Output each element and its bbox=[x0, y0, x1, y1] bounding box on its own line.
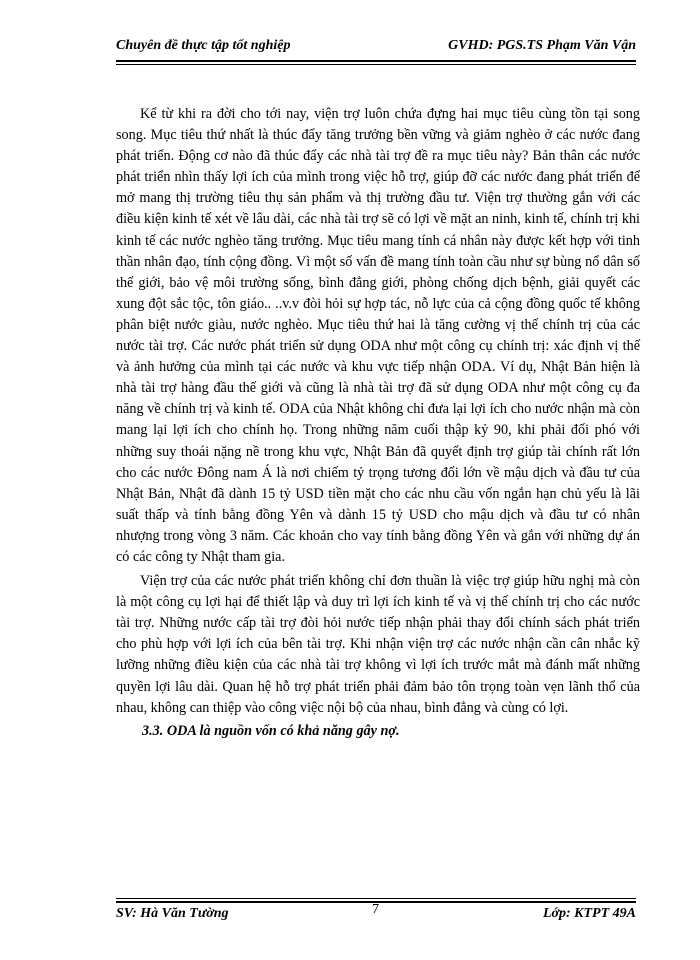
page-footer bbox=[116, 902, 636, 928]
footer-rule-thin bbox=[116, 898, 636, 899]
page-header bbox=[116, 38, 636, 60]
paragraph: Kể từ khi ra đời cho tới nay, viện trợ luôn chứa đựng hai mục tiêu cùng tồn tại song song. Mục tiêu thứ nhất là thúc đẩy tăng trưởng bền vững và giảm nghèo ở các nước đang phát triển. Động cơ nào đã thúc đẩy các nhà tài trợ đề ra mục tiêu này? Bản thân các nước phát triển nhìn thấy lợi ích của mình trong việc hỗ trợ, giúp đỡ các nước đang phát triển để mở mang thị trường tiêu thụ sản phẩm và thị trường đầu tư. Viện trợ thường gắn với các điều kiện kinh tế xét về lâu dài, các nhà tài trợ sẽ có lợi về mặt an ninh, kinh tế, chính trị khi kinh tế các nước nghèo tăng trưởng. Mục tiêu mang tính cá nhân này được kết hợp với tinh thần nhân đạo, tính cộng đồng. Vì một số vấn đề mang tính toàn cầu như sự bùng nổ dân số thế giới, bảo vệ môi trường sống, bình đẳng giới, phòng chống dịch bệnh, giải quyết các xung đột sắc tộc, tôn giáo.. ..v.v đòi hỏi sự hợp tác, nỗ lực của cả cộng đồng quốc tế không phân biệt nước giàu, nước nghèo. Mục tiêu thứ hai là tăng cường vị thế chính trị của các nước tài trợ. Các nước phát triển sử dụng ODA như một công cụ chính trị: xác định vị thế và ảnh hưởng của mình tại các nước và khu vực tiếp nhận ODA. Ví dụ, Nhật Bản hiện là nhà tài trợ hàng đầu thế giới và cũng là nhà tài trợ đã sử dụng ODA như một công cụ đa năng về chính trị và kinh tế. ODA của Nhật không chỉ đưa lại lợi ích cho nước nhận mà còn mang lại lợi ích cho chính họ. Trong những năm cuối thập kỷ 90, khi phải đối phó với những suy thoái nặng nề trong khu vực, Nhật Bản đã quyết định trợ giúp tài chính rất lớn cho các nước Đông nam Á là nơi chiếm tỷ trọng tương đối lớn về mậu dịch và đầu tư của Nhật Bản, Nhật đã dành 15 tỷ USD tiền mặt cho các nhu cầu vốn ngắn hạn chủ yếu là lãi suất thấp và tính bằng đồng Yên và dành 15 tỷ USD cho mậu dịch và đầu tư có nhân nhượng trong vòng 3 năm. Các khoản cho vay tính bằng đồng Yên và gắn với những dự án có các công ty Nhật tham gia. bbox=[116, 106, 640, 565]
section-heading: 3.3. ODA là nguồn vốn có khả năng gây nợ. bbox=[142, 722, 400, 739]
footer-student-name: SV: Hà Văn Tường bbox=[116, 906, 229, 921]
header-supervisor: GVHD: PGS.TS Phạm Văn Vận bbox=[448, 38, 636, 53]
page-body bbox=[116, 104, 640, 742]
footer-class: Lớp: KTPT 49A bbox=[542, 906, 636, 921]
header-document-title: Chuyên đề thực tập tốt nghiệp bbox=[116, 38, 291, 53]
paragraph: Viện trợ của các nước phát triển không chỉ đơn thuần là việc trợ giúp hữu nghị mà còn là một công cụ lợi hại để thiết lập và duy trì lợi ích kinh tế và vị thế chính trị cho các nước tài trợ. Những nước cấp tài trợ đòi hỏi nước tiếp nhận phải thay đổi chính sách phát triển cho phù hợp với lợi ích của bên tài trợ. Khi nhận viện trợ các nước nhận cần cân nhắc kỹ lưỡng những điều kiện của các nhà tài trợ không vì lợi ích trước mắt mà đánh mất những quyền lợi lâu dài. Quan hệ hỗ trợ phát triển phải đảm bảo tôn trọng toàn vẹn lãnh thổ của nhau, không can thiệp vào công việc nội bộ của nhau, bình đẳng và cùng có lợi. bbox=[116, 573, 640, 716]
page-number: 7 bbox=[372, 902, 379, 917]
header-rule-thick bbox=[116, 60, 636, 62]
header-rule-thin bbox=[116, 64, 636, 65]
